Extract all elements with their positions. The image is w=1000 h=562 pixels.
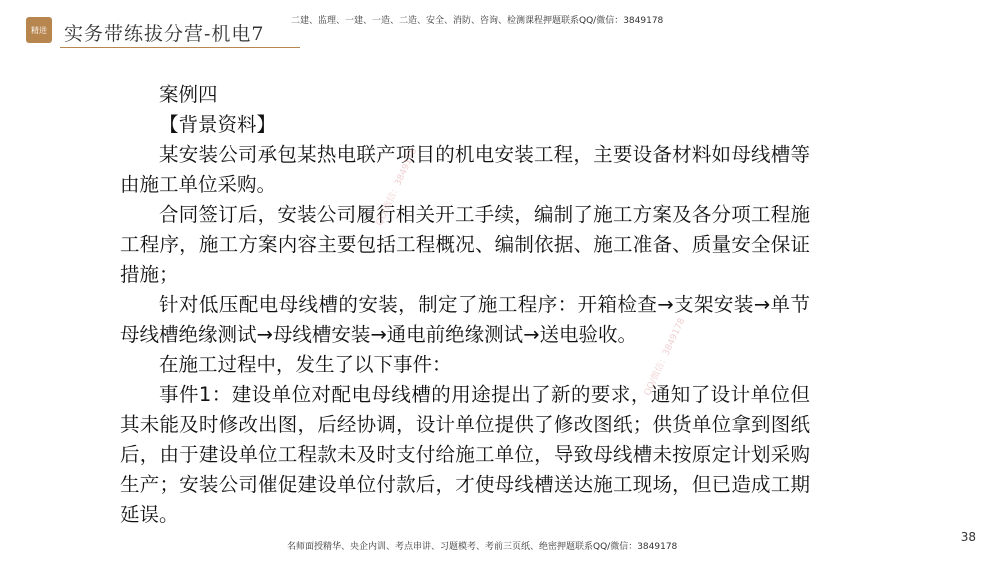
case-title: 案例四 xyxy=(159,83,218,106)
paragraph-events-intro: 在施工过程中，发生了以下事件： xyxy=(159,353,452,376)
top-contact-note: 二建、监理、一建、一造、二造、安全、消防、咨询、检测课程押题联系QQ/微信：3849178 xyxy=(291,16,664,26)
course-title: 实务带练拔分营-机电7 xyxy=(64,23,265,45)
watermark: QQ/微信：3849178 xyxy=(374,146,420,228)
paragraph-contract: 合同签订后，安装公司履行相关开工手续，编制了施工方案及各分项工程施工程序，施工方案内容主要包括工程概况、编制依据、施工准备、质量安全保证措施； xyxy=(120,203,810,286)
paragraph-event-1: 事件1：建设单位对配电母线槽的用途提出了新的要求，通知了设计单位但其未能及时修改出图，后经协调，设计单位提供了修改图纸；供货单位拿到图纸后，由于建设单位工程款未及时支付给施工单位，导致母线槽未按原定计划采购生产；安装公司催促建设单位付款后，才使母线槽送达施工现场，但已造成工期延误。 xyxy=(120,383,810,526)
paragraph-project: 某安装公司承包某热电联产项目的机电安装工程，主要设备材料如母线槽等由施工单位采购。 xyxy=(120,143,810,196)
watermark: QQ/微信：3849178 xyxy=(642,316,688,398)
section-heading: 【背景资料】 xyxy=(159,113,277,136)
bottom-contact-note: 名师面授精华、央企内训、考点串讲、习题模考、考前三页纸、绝密押题联系QQ/微信：3849178 xyxy=(287,542,678,552)
page-number: 38 xyxy=(960,530,976,544)
paragraph-procedure: 针对低压配电母线槽的安装，制定了施工程序：开箱检查→支架安装→单节母线槽绝缘测试→母线槽安装→通电前绝缘测试→送电验收。 xyxy=(120,293,810,346)
brand-logo-text: 精进 xyxy=(31,25,47,35)
slide-content xyxy=(120,80,810,530)
brand-logo xyxy=(26,17,52,43)
header-divider xyxy=(60,47,300,48)
